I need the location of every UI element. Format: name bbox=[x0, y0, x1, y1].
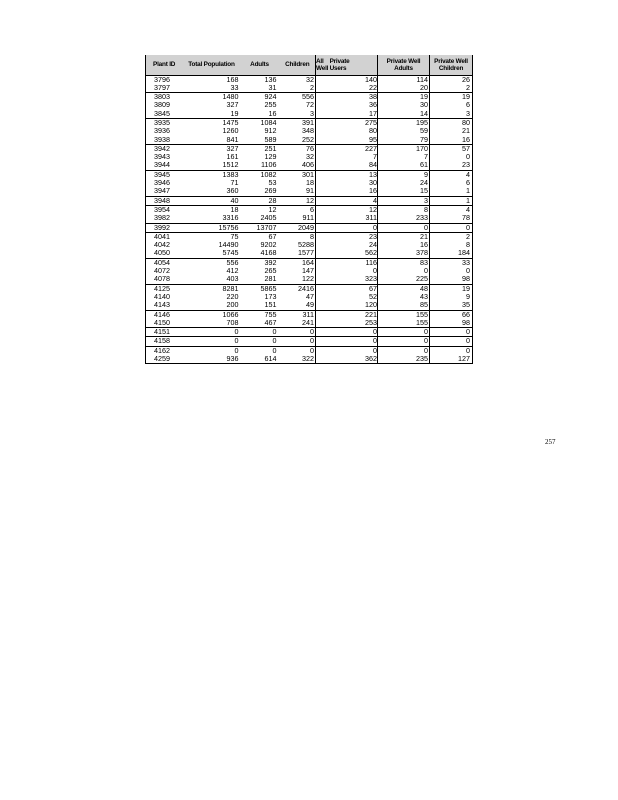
cell-total-population: 33 bbox=[230, 82, 239, 92]
cell-total-population: 15756 bbox=[184, 223, 240, 232]
cell-plant-id: 3845 bbox=[154, 108, 170, 118]
cell-adults: 173 bbox=[264, 291, 277, 301]
cell-private-well-adults: 59 bbox=[378, 127, 430, 135]
cell-total-population: 19 bbox=[230, 108, 239, 118]
cell-private-well-children: 184 bbox=[430, 249, 473, 258]
cell-private-well-adults: 0 bbox=[378, 267, 430, 275]
cell-private-well-adults: 114 bbox=[378, 75, 430, 84]
header-private-well-adults-label: Private Well Adults bbox=[386, 57, 421, 72]
cell-private-users: 120 bbox=[316, 301, 378, 310]
header-adults-label: Adults bbox=[250, 61, 269, 69]
cell-total-population: 1066 bbox=[184, 310, 240, 319]
cell-private-well-children: 6 bbox=[430, 179, 473, 187]
cell-adults: 0 bbox=[240, 328, 280, 337]
cell-private-well-adults: 19 bbox=[378, 93, 430, 102]
cell-adults: 151 bbox=[264, 300, 277, 310]
cell-private-users: 30 bbox=[316, 179, 378, 187]
cell-plant-id: 4259 bbox=[146, 355, 184, 364]
cell-adults: 67 bbox=[240, 232, 280, 241]
table-body bbox=[146, 75, 473, 364]
cell-private-users: 0 bbox=[316, 337, 378, 346]
header-all-well-private-users bbox=[316, 55, 378, 75]
cell-private-well-children: 4 bbox=[430, 170, 473, 179]
cell-plant-id: 3938 bbox=[154, 134, 170, 144]
cell-adults: 281 bbox=[264, 274, 277, 284]
cell-plant-id: 3936 bbox=[154, 126, 170, 136]
cell-private-users: 0 bbox=[316, 346, 378, 355]
cell-total-population: 936 bbox=[184, 355, 240, 364]
cell-private-well-adults: 155 bbox=[378, 310, 430, 319]
cell-private-well-adults: 79 bbox=[378, 136, 430, 145]
cell-children: 252 bbox=[302, 134, 314, 144]
cell-adults: 392 bbox=[240, 258, 280, 267]
cell-private-well-adults: 235 bbox=[378, 355, 430, 364]
header-children bbox=[280, 55, 316, 75]
cell-total-population: 3316 bbox=[222, 213, 239, 223]
cell-adults: 251 bbox=[240, 144, 280, 153]
cell-total-population: 327 bbox=[226, 100, 239, 110]
cell-plant-id: 4054 bbox=[146, 258, 184, 267]
cell-total-population: 40 bbox=[184, 196, 240, 205]
cell-private-users: 16 bbox=[316, 187, 378, 196]
cell-children: 18 bbox=[306, 178, 314, 188]
cell-total-population: 841 bbox=[226, 134, 239, 144]
cell-private-well-adults: 61 bbox=[378, 161, 430, 170]
cell-plant-id: 4146 bbox=[146, 310, 184, 319]
cell-private-well-children: 98 bbox=[430, 275, 473, 284]
table-row bbox=[146, 249, 473, 258]
cell-total-population: 18 bbox=[184, 205, 240, 214]
cell-private-well-children: 0 bbox=[430, 223, 473, 232]
cell-private-users: 253 bbox=[316, 319, 378, 328]
header-adults bbox=[240, 55, 280, 75]
cell-private-well-adults: 30 bbox=[378, 101, 430, 109]
cell-private-users: 67 bbox=[316, 284, 378, 293]
cell-children: 76 bbox=[280, 144, 316, 153]
cell-private-users: 362 bbox=[316, 355, 378, 364]
cell-private-well-adults: 0 bbox=[378, 328, 430, 337]
cell-private-well-adults: 14 bbox=[378, 110, 430, 119]
cell-private-users: 221 bbox=[316, 310, 378, 319]
cell-plant-id: 3982 bbox=[154, 213, 170, 223]
cell-adults: 31 bbox=[268, 82, 277, 92]
cell-plant-id: 3954 bbox=[146, 205, 184, 214]
cell-private-well-children: 26 bbox=[430, 75, 473, 84]
cell-children: 0 bbox=[280, 328, 316, 337]
cell-plant-id: 3943 bbox=[154, 152, 170, 162]
cell-total-population: 168 bbox=[226, 74, 239, 84]
cell-private-well-children: 6 bbox=[430, 101, 473, 109]
cell-adults: 12 bbox=[240, 205, 280, 214]
header-total-population bbox=[184, 55, 240, 75]
cell-private-well-adults: 195 bbox=[378, 118, 430, 127]
cell-total-population: 75 bbox=[184, 232, 240, 241]
cell-total-population: 5745 bbox=[222, 248, 239, 258]
cell-adults: 614 bbox=[240, 355, 280, 364]
cell-private-users: 22 bbox=[316, 84, 378, 93]
cell-private-users: 12 bbox=[316, 205, 378, 214]
cell-adults: 924 bbox=[240, 93, 280, 102]
cell-private-users: 52 bbox=[316, 293, 378, 301]
cell-total-population: 1383 bbox=[184, 170, 240, 179]
cell-private-well-children: 1 bbox=[430, 187, 473, 196]
cell-total-population: 220 bbox=[226, 291, 239, 301]
cell-private-well-adults: 83 bbox=[378, 258, 430, 267]
cell-children: 406 bbox=[302, 160, 314, 170]
cell-private-well-children: 21 bbox=[430, 127, 473, 135]
table-row bbox=[146, 161, 473, 170]
cell-plant-id: 3946 bbox=[154, 178, 170, 188]
header-children-label: Children bbox=[285, 61, 310, 69]
header-private-well-adults bbox=[378, 55, 430, 75]
cell-private-users: 13 bbox=[316, 170, 378, 179]
cell-private-users: 36 bbox=[316, 101, 378, 109]
cell-private-well-adults: 8 bbox=[378, 205, 430, 214]
cell-private-well-adults: 9 bbox=[378, 170, 430, 179]
table-row bbox=[146, 355, 473, 364]
table-header bbox=[146, 55, 473, 75]
cell-private-well-adults: 21 bbox=[378, 232, 430, 241]
cell-private-users: 140 bbox=[316, 75, 378, 84]
cell-plant-id: 4050 bbox=[154, 248, 170, 258]
cell-total-population: 0 bbox=[184, 328, 240, 337]
cell-total-population: 8281 bbox=[184, 284, 240, 293]
cell-adults: 269 bbox=[264, 186, 277, 196]
cell-private-well-children: 0 bbox=[430, 153, 473, 161]
cell-plant-id: 4041 bbox=[146, 232, 184, 241]
cell-plant-id: 4151 bbox=[146, 328, 184, 337]
cell-private-users: 38 bbox=[316, 93, 378, 102]
cell-private-users: 323 bbox=[316, 275, 378, 284]
cell-plant-id: 3944 bbox=[154, 160, 170, 170]
cell-adults: 265 bbox=[264, 266, 277, 276]
cell-private-users: 23 bbox=[316, 232, 378, 241]
cell-total-population: 1480 bbox=[184, 93, 240, 102]
cell-private-well-children: 2 bbox=[430, 84, 473, 93]
cell-children: 164 bbox=[280, 258, 316, 267]
cell-private-well-adults: 16 bbox=[378, 241, 430, 249]
cell-private-well-adults: 48 bbox=[378, 284, 430, 293]
cell-private-well-children: 0 bbox=[430, 346, 473, 355]
cell-plant-id: 4042 bbox=[154, 240, 170, 250]
cell-children: 322 bbox=[280, 355, 316, 364]
cell-children: 122 bbox=[302, 274, 314, 284]
cell-private-well-children: 16 bbox=[430, 136, 473, 145]
cell-private-well-children: 57 bbox=[430, 144, 473, 153]
cell-private-well-adults: 155 bbox=[378, 319, 430, 328]
table-row bbox=[146, 337, 473, 346]
cell-private-users: 24 bbox=[316, 241, 378, 249]
cell-plant-id: 4078 bbox=[154, 274, 170, 284]
cell-plant-id: 4162 bbox=[146, 346, 184, 355]
cell-adults: 255 bbox=[264, 100, 277, 110]
cell-private-well-adults: 0 bbox=[378, 337, 430, 346]
cell-private-users: 0 bbox=[316, 223, 378, 232]
cell-children: 0 bbox=[280, 346, 316, 355]
table-row bbox=[146, 223, 473, 232]
cell-adults: 129 bbox=[264, 152, 277, 162]
cell-children: 301 bbox=[280, 170, 316, 179]
cell-plant-id: 4150 bbox=[154, 317, 170, 327]
cell-adults: 1082 bbox=[240, 170, 280, 179]
header-private-users-label: Private Users bbox=[329, 57, 350, 72]
cell-private-well-adults: 225 bbox=[378, 275, 430, 284]
cell-children: 2049 bbox=[280, 223, 316, 232]
cell-private-well-children: 33 bbox=[430, 258, 473, 267]
cell-children: 147 bbox=[302, 266, 314, 276]
cell-total-population: 200 bbox=[226, 300, 239, 310]
cell-adults: 136 bbox=[264, 74, 277, 84]
cell-private-well-children: 9 bbox=[430, 293, 473, 301]
cell-children: 556 bbox=[280, 93, 316, 102]
cell-total-population: 0 bbox=[184, 337, 240, 346]
table-row bbox=[146, 301, 473, 310]
cell-private-users: 7 bbox=[316, 153, 378, 161]
cell-adults: 589 bbox=[264, 134, 277, 144]
cell-children: 241 bbox=[302, 317, 314, 327]
cell-private-well-children: 127 bbox=[430, 355, 473, 364]
cell-adults: 467 bbox=[264, 317, 277, 327]
cell-plant-id: 3803 bbox=[146, 93, 184, 102]
cell-plant-id: 3992 bbox=[146, 223, 184, 232]
cell-children: 311 bbox=[280, 310, 316, 319]
cell-adults: 1084 bbox=[240, 118, 280, 127]
cell-children: 5288 bbox=[298, 240, 314, 250]
cell-private-well-adults: 15 bbox=[378, 187, 430, 196]
cell-private-well-children: 78 bbox=[430, 214, 473, 223]
cell-plant-id: 4143 bbox=[154, 300, 170, 310]
cell-total-population: 403 bbox=[226, 274, 239, 284]
cell-private-well-children: 0 bbox=[430, 328, 473, 337]
header-all-well-label: All Well bbox=[316, 57, 329, 72]
cell-adults: 755 bbox=[240, 310, 280, 319]
cell-children: 2416 bbox=[280, 284, 316, 293]
cell-total-population: 708 bbox=[226, 317, 239, 327]
cell-total-population: 327 bbox=[184, 144, 240, 153]
cell-private-users: 84 bbox=[316, 161, 378, 170]
cell-private-well-adults: 3 bbox=[378, 196, 430, 205]
cell-adults: 9202 bbox=[260, 240, 277, 250]
cell-total-population: 1512 bbox=[222, 160, 239, 170]
cell-plant-id: 3947 bbox=[154, 186, 170, 196]
cell-adults: 28 bbox=[240, 196, 280, 205]
cell-private-users: 17 bbox=[316, 110, 378, 119]
header-private-well-children bbox=[430, 55, 473, 75]
cell-children: 47 bbox=[306, 291, 314, 301]
cell-children: 32 bbox=[306, 152, 314, 162]
cell-private-well-adults: 43 bbox=[378, 293, 430, 301]
cell-private-well-children: 66 bbox=[430, 310, 473, 319]
header-private-well-children-label: Private Well Children bbox=[434, 57, 468, 72]
cell-plant-id: 3942 bbox=[146, 144, 184, 153]
cell-children: 6 bbox=[280, 205, 316, 214]
cell-adults: 53 bbox=[268, 178, 277, 188]
cell-plant-id: 4072 bbox=[154, 266, 170, 276]
cell-private-users: 95 bbox=[316, 136, 378, 145]
cell-adults: 5865 bbox=[240, 284, 280, 293]
table-row bbox=[146, 187, 473, 196]
cell-plant-id: 3809 bbox=[154, 100, 170, 110]
data-table bbox=[145, 55, 473, 364]
cell-private-well-children: 0 bbox=[430, 337, 473, 346]
cell-children: 32 bbox=[306, 74, 314, 84]
cell-private-users: 227 bbox=[316, 144, 378, 153]
cell-total-population: 14490 bbox=[218, 240, 239, 250]
cell-children: 12 bbox=[280, 196, 316, 205]
cell-private-users: 116 bbox=[316, 258, 378, 267]
cell-plant-id: 3796 bbox=[154, 74, 170, 84]
cell-private-well-children: 19 bbox=[430, 284, 473, 293]
cell-private-well-children: 0 bbox=[430, 267, 473, 275]
cell-private-well-adults: 20 bbox=[378, 84, 430, 93]
cell-private-users: 562 bbox=[316, 249, 378, 258]
cell-total-population: 1475 bbox=[184, 118, 240, 127]
cell-children: 2 bbox=[310, 82, 314, 92]
cell-private-well-children: 98 bbox=[430, 319, 473, 328]
header-plant-id bbox=[146, 55, 184, 75]
cell-total-population: 1260 bbox=[222, 126, 239, 136]
cell-private-well-children: 35 bbox=[430, 301, 473, 310]
cell-children: 911 bbox=[302, 213, 314, 223]
cell-private-users: 4 bbox=[316, 196, 378, 205]
cell-plant-id: 3948 bbox=[146, 196, 184, 205]
cell-children: 391 bbox=[280, 118, 316, 127]
cell-children: 0 bbox=[280, 337, 316, 346]
cell-total-population: 0 bbox=[184, 346, 240, 355]
cell-private-well-adults: 0 bbox=[378, 346, 430, 355]
cell-adults: 4168 bbox=[260, 248, 277, 258]
cell-plant-id: 3945 bbox=[146, 170, 184, 179]
cell-adults: 1106 bbox=[261, 160, 277, 170]
cell-adults: 16 bbox=[268, 108, 277, 118]
cell-total-population: 556 bbox=[184, 258, 240, 267]
cell-total-population: 71 bbox=[230, 178, 239, 188]
cell-children: 1577 bbox=[298, 248, 314, 258]
page-number: 257 bbox=[545, 438, 556, 446]
table-row bbox=[146, 214, 473, 223]
cell-private-well-children: 19 bbox=[430, 93, 473, 102]
cell-adults: 2405 bbox=[260, 213, 277, 223]
cell-private-well-children: 3 bbox=[430, 110, 473, 119]
cell-children: 49 bbox=[306, 300, 314, 310]
cell-children: 3 bbox=[310, 108, 314, 118]
cell-adults: 0 bbox=[240, 346, 280, 355]
cell-children: 348 bbox=[302, 126, 314, 136]
cell-plant-id: 4158 bbox=[146, 337, 184, 346]
cell-private-well-adults: 85 bbox=[378, 301, 430, 310]
cell-private-well-children: 80 bbox=[430, 118, 473, 127]
cell-private-well-adults: 0 bbox=[378, 223, 430, 232]
cell-plant-id: 4125 bbox=[146, 284, 184, 293]
cell-plant-id: 3797 bbox=[154, 82, 170, 92]
cell-private-users: 275 bbox=[316, 118, 378, 127]
cell-private-well-children: 23 bbox=[430, 161, 473, 170]
cell-private-well-adults: 378 bbox=[378, 249, 430, 258]
cell-private-well-adults: 24 bbox=[378, 179, 430, 187]
header-plant-id-label: Plant ID bbox=[153, 61, 176, 69]
header-total-population-label: Total Population bbox=[188, 61, 235, 69]
cell-private-well-adults: 7 bbox=[378, 153, 430, 161]
cell-private-users: 311 bbox=[316, 214, 378, 223]
cell-private-well-children: 8 bbox=[430, 241, 473, 249]
cell-children: 91 bbox=[306, 186, 314, 196]
cell-adults: 912 bbox=[264, 126, 277, 136]
cell-total-population: 161 bbox=[226, 152, 239, 162]
cell-plant-id: 3935 bbox=[146, 118, 184, 127]
cell-private-well-children: 4 bbox=[430, 205, 473, 214]
cell-adults: 0 bbox=[240, 337, 280, 346]
cell-private-users: 0 bbox=[316, 267, 378, 275]
cell-private-well-children: 2 bbox=[430, 232, 473, 241]
cell-private-well-adults: 170 bbox=[378, 144, 430, 153]
cell-private-users: 0 bbox=[316, 328, 378, 337]
cell-private-well-children: 1 bbox=[430, 196, 473, 205]
table-row bbox=[146, 275, 473, 284]
cell-children: 72 bbox=[306, 100, 314, 110]
cell-total-population: 360 bbox=[226, 186, 239, 196]
cell-children: 8 bbox=[280, 232, 316, 241]
cell-plant-id: 4140 bbox=[154, 291, 170, 301]
cell-total-population: 412 bbox=[226, 266, 239, 276]
cell-private-well-adults: 233 bbox=[378, 214, 430, 223]
cell-private-users: 80 bbox=[316, 127, 378, 135]
cell-adults: 13707 bbox=[240, 223, 280, 232]
